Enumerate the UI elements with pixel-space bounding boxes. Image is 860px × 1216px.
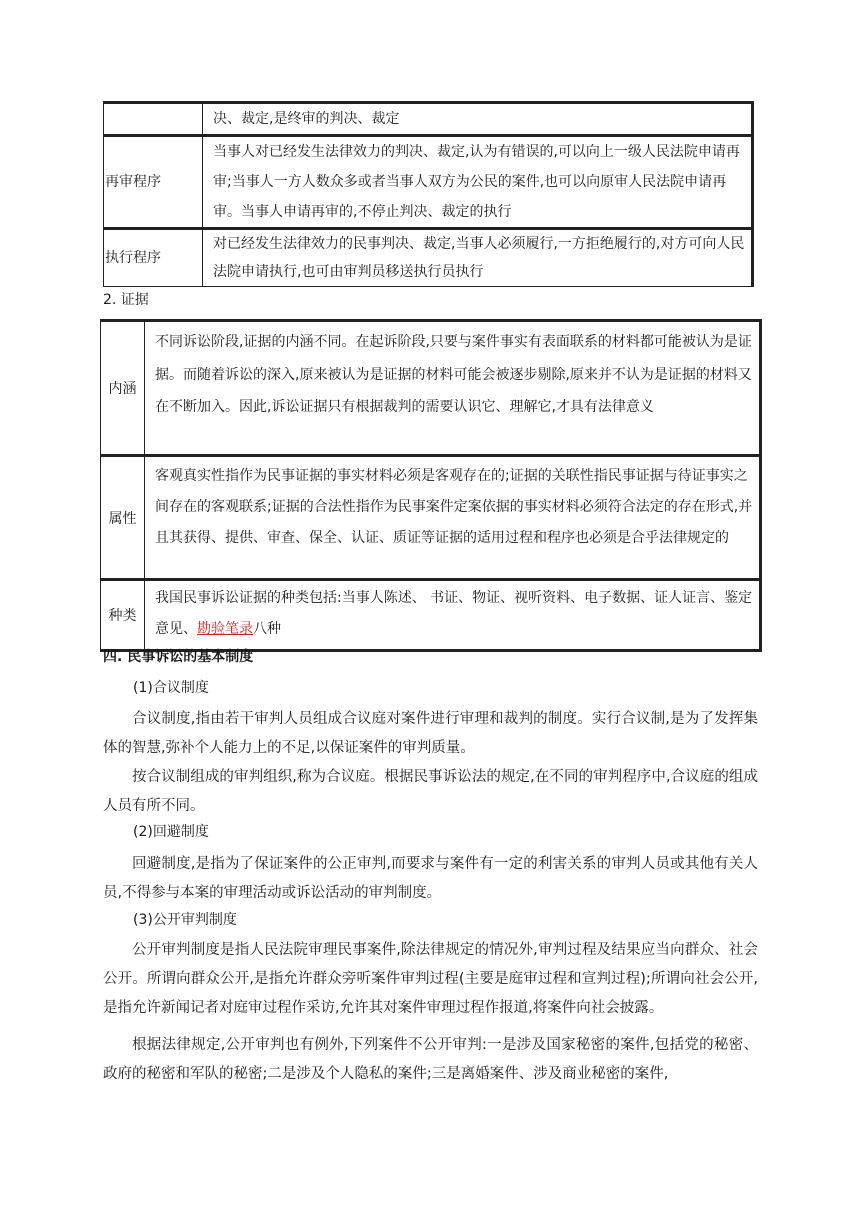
row-text: 对已经发生法律效力的民事判决、裁定,当事人必须履行,一方拒绝履行的,对方可向人民法院申请执行,也可由审判员移送执行员执行 bbox=[203, 229, 753, 287]
table-row bbox=[101, 580, 761, 651]
paragraph: 合议制度,指由若干审判人员组成合议庭对案件进行审理和裁判的制度。实行合议制,是为了发挥集体的智慧,弥补个人能力上的不足,以保证案件的审判质量。 bbox=[103, 711, 758, 756]
row-text: 客观真实性指作为民事证据的事实材料必须是客观存在的;证据的关联性指民事证据与待证事实之间存在的客观联系;证据的合法性指作为民事案件定案依据的事实材料必须符合法定的存在形式,并且其获得、提供、审查、保全、认证、质证等证据的适用过程和程序也必须是合乎法律规定的 bbox=[145, 456, 761, 580]
row-label: 执行程序 bbox=[104, 229, 203, 287]
paragraph: 按合议制组成的审判组织,称为合议庭。根据民事诉讼法的规定,在不同的审判程序中,合议庭的组成人员有所不同。 bbox=[103, 769, 758, 814]
section-heading-basic-systems: 四. 民事诉讼的基本制度 bbox=[103, 649, 254, 665]
row-text bbox=[145, 580, 761, 651]
procedure-table bbox=[103, 101, 754, 287]
section-heading-evidence: 2. 证据 bbox=[103, 292, 149, 308]
paragraph-block bbox=[103, 936, 758, 1089]
table-row bbox=[101, 456, 761, 580]
row-label: 再审程序 bbox=[104, 136, 203, 229]
text-fragment: 我国民事诉讼证据的种类包括:当事人陈述、 书证、物证、视听资料、电子数据、证人证言、鉴定意见、 bbox=[155, 590, 753, 637]
table-row bbox=[104, 229, 753, 287]
subheading-recusal: (2)回避制度 bbox=[133, 824, 209, 840]
paragraph-block bbox=[103, 850, 758, 908]
link-kanyan-bilu[interactable]: 勘验笔录 bbox=[197, 621, 253, 637]
row-label: 种类 bbox=[101, 580, 145, 651]
paragraph-block bbox=[103, 705, 758, 821]
table-row bbox=[101, 321, 761, 456]
subheading-collegiate: (1)合议制度 bbox=[133, 680, 209, 696]
row-text: 不同诉讼阶段,证据的内涵不同。在起诉阶段,只要与案件事实有表面联系的材料都可能被认为是证据。而随着诉讼的深入,原来被认为是证据的材料可能会被逐步剔除,原来并不认为是证据的材料又在不断加入。因此,诉讼证据只有根据裁判的需要认识它、理解它,才具有法律意义 bbox=[145, 321, 761, 456]
paragraph: 回避制度,是指为了保证案件的公正审判,而要求与案件有一定的利害关系的审判人员或其他有关人员,不得参与本案的审理活动或诉讼活动的审判制度。 bbox=[103, 856, 758, 901]
row-label: 属性 bbox=[101, 456, 145, 580]
evidence-table bbox=[100, 319, 762, 652]
row-label: 内涵 bbox=[101, 321, 145, 456]
subheading-public-trial: (3)公开审判制度 bbox=[133, 912, 237, 928]
row-text: 决、裁定,是终审的判决、裁定 bbox=[203, 103, 753, 136]
row-label bbox=[104, 103, 203, 136]
table-row bbox=[104, 136, 753, 229]
paragraph: 公开审判制度是指人民法院审理民事案件,除法律规定的情况外,审判过程及结果应当向群众、社会公开。所谓向群众公开,是指允许群众旁听案件审判过程(主要是庭审过程和宣判过程);所谓向社会公开,是指允许新闻记者对庭审过程作采访,允许其对案件审理过程作报道,将案件向社会披露。 bbox=[103, 942, 758, 1016]
table-row bbox=[104, 103, 753, 136]
paragraph: 根据法律规定,公开审判也有例外,下列案件不公开审判:一是涉及国家秘密的案件,包括党的秘密、政府的秘密和军队的秘密;二是涉及个人隐私的案件;三是离婚案件、涉及商业秘密的案件, bbox=[103, 1037, 758, 1082]
row-text: 当事人对已经发生法律效力的判决、裁定,认为有错误的,可以向上一级人民法院申请再审;当事人一方人数众多或者当事人双方为公民的案件,也可以向原审人民法院申请再审。当事人申请再审的,不停止判决、裁定的执行 bbox=[203, 136, 753, 229]
text-fragment: 八种 bbox=[253, 621, 281, 637]
